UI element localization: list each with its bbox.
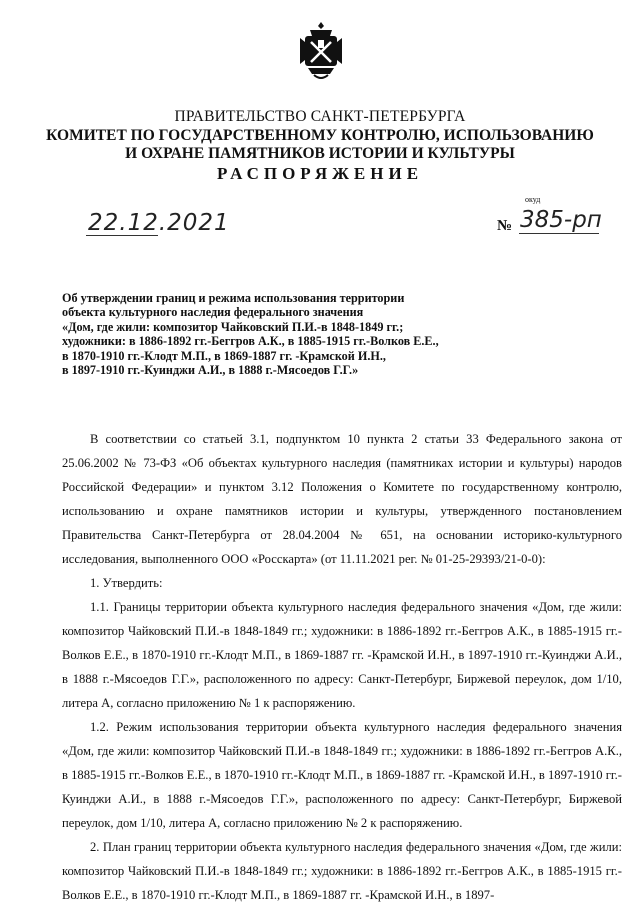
document-subject [62, 291, 482, 377]
okud-label: окуд [525, 195, 541, 204]
subject-line: Об утверждении границ и режима использования территории [62, 291, 405, 305]
subject-line: в 1897-1910 гг.-Куинджи А.И., в 1888 г.-Мясоедов Г.Г.» [62, 363, 359, 378]
clause-1-1: 1.1. Границы территории объекта культурного наследия федерального значения «Дом, где жили: композитор Чайковский П.И.-в 1848-1849 гг.; художники: в 1886-1892 гг.-Беггров А.К., в 1885-1915 гг.-Волков Е.Е., в 1870-1910 гг.-Клодт М.П., в 1869-1887 гг. -Крамской И.Н., в 1897-1910 гг.-Куинджи А.И., в 1888 г.-Мясоедов Г.Г.», расположенного по адресу: Санкт-Петербург, Биржевой переулок, дом 1/10, литера А, согласно приложению № 1 к распоряжению. [62, 600, 622, 710]
committee-title-line1: КОМИТЕТ ПО ГОСУДАРСТВЕННОМУ КОНТРОЛЮ, ИСПОЛЬЗОВАНИЮ [46, 127, 594, 144]
government-title: ПРАВИТЕЛЬСТВО САНКТ-ПЕТЕРБУРГА [174, 108, 466, 125]
preamble-paragraph: В соответствии со статьей 3.1, подпунктом 10 пункта 2 статьи 33 Федерального закона от 25.06.2002 № 73-ФЗ «Об объектах культурного наследия (памятниках истории и культуры) народов Российской Федерации» и пунктом 3.12 Положения о Комитете по государственному контролю, использованию и охране памятников истории и культуры, утвержденного постановлением Правительства Санкт-Петербурга от 28.04.2004 № 651, на основании историко-культурного исследования, выполненного ООО «Росскарта» (от 11.11.2021 рег. № 01-25-29393/21-0-0): [62, 432, 622, 566]
committee-title [0, 127, 640, 163]
subject-line: в 1870-1910 гг.-Клодт М.П., в 1869-1887 гг. -Крамской И.Н., [62, 348, 386, 363]
clause-2: 2. План границ территории объекта культурного наследия федерального значения «Дом, где жили: композитор Чайковский П.И.-в 1848-1849 гг.; художники: в 1886-1892 гг.-Беггров А.К., в 1885-1915 гг.-Волков Е.Е., в 1870-1910 гг.-Клодт М.П., в 1869-1887 гг. -Крамской И.Н., в 1897- [62, 840, 622, 902]
clause-1: 1. Утвердить: [90, 576, 163, 590]
document-type: РАСПОРЯЖЕНИЕ [216, 164, 424, 183]
number-sign: № [497, 218, 513, 234]
subject-line: «Дом, где жили: композитор Чайковский П.И.-в 1848-1849 гг.; [62, 319, 404, 334]
committee-title-line2: И ОХРАНЕ ПАМЯТНИКОВ ИСТОРИИ И КУЛЬТУРЫ [125, 145, 515, 162]
coat-of-arms-emblem [296, 20, 346, 82]
date-underline [86, 235, 158, 236]
document-body [62, 427, 622, 907]
document-date: 22.12.2021 [88, 210, 230, 236]
document-number: 385-рп [520, 207, 602, 233]
number-underline [519, 233, 599, 234]
subject-line: художники: в 1886-1892 гг.-Беггров А.К., в 1885-1915 гг.-Волков Е.Е., [62, 334, 439, 349]
subject-line: объекта культурного наследия федерального значения [62, 305, 364, 320]
clause-1-2: 1.2. Режим использования территории объекта культурного наследия федерального значения «Дом, где жили: композитор Чайковский П.И.-в 1848-1849 гг.; художники: в 1886-1892 гг.-Беггров А.К., в 1885-1915 гг.-Волков Е.Е., в 1870-1910 гг.-Клодт М.П., в 1869-1887 гг. -Крамской И.Н., в 1897-1910 гг.-Куинджи А.И., в 1888 г.-Мясоедов Г.Г.», расположенного по адресу: Санкт-Петербург, Биржевой переулок, дом 1/10, литера А, согласно приложению № 2 к распоряжению. [62, 720, 622, 830]
